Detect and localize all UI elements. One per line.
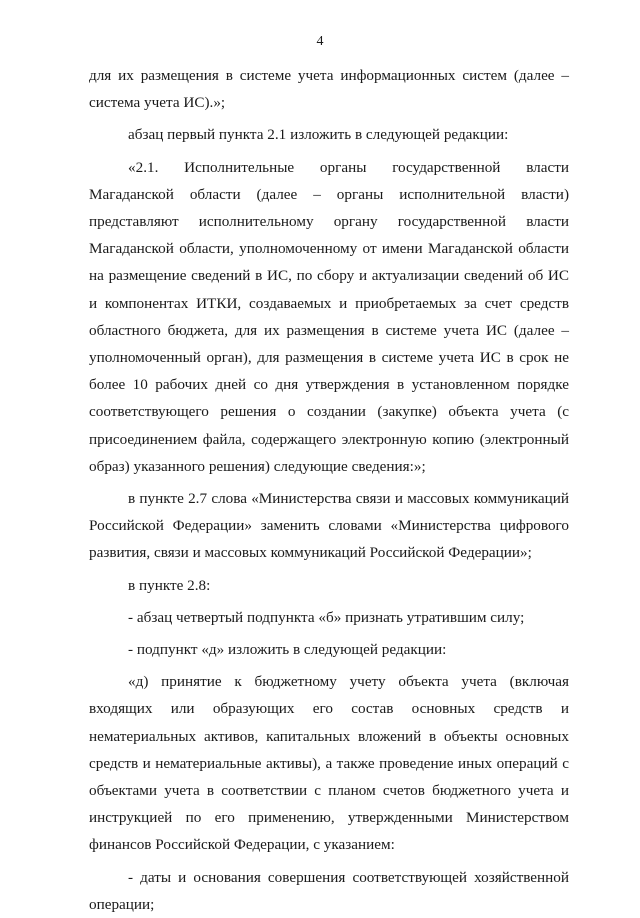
page-number: 4 (316, 34, 324, 49)
document-body (89, 62, 569, 918)
paragraph-subclause-d: - подпункт «д» изложить в следующей редакции: (128, 641, 447, 659)
paragraph-clause-2-8: в пункте 2.8: (128, 576, 211, 594)
paragraph-subclause-d-text: «д) принятие к бюджетному учету объекта учета (включая входящих или образующих его состав основных средств и нематериальных активов, капитальных вложений в объекты основных средств и нематериальные активы), а также проведение иных операций с объектами учета в соответствии с планом счетов бюджетного учета и инструкцией по его применению, утвержденными Министерством финансов Российской Федерации, с указанием: (89, 673, 569, 854)
paragraph-list-item: - даты и основания совершения соответствующей хозяйственной операции; (89, 868, 569, 913)
paragraph-clause-2-1: «2.1. Исполнительные органы государственной власти Магаданской области (далее – органы исполнительной власти) представляют исполнительному органу государственной власти Магаданской области, уполномоченному от имени Магаданской области на размещение сведений в ИС, по сбору и актуализации сведений об ИС и компонентах ИТКИ, создаваемых и приобретаемых за счет средств областного бюджета, для их размещения в системе учета ИС (далее – уполномоченный орган), для размещения в системе учета ИС в срок не более 10 рабочих дней со дня утверждения в установленном порядке соответствующего решения о создании (закупке) объекта учета (с присоединением файла, содержащего электронную копию (электронный образ) указанного решения) следующие сведения:»; (89, 158, 569, 475)
paragraph-clause-2-7: в пункте 2.7 слова «Министерства связи и массовых коммуникаций Российской Федерации» заменить словами «Министерства цифрового развития, связи и массовых коммуникаций Российской Федерации»; (89, 490, 569, 562)
paragraph-continuation: для их размещения в системе учета информационных систем (далее – система учета ИС).»; (89, 67, 569, 112)
paragraph-subclause-b: - абзац четвертый подпункта «б» признать утратившим силу; (128, 608, 525, 626)
paragraph-instruction-2-1: абзац первый пункта 2.1 изложить в следующей редакции: (128, 126, 509, 144)
